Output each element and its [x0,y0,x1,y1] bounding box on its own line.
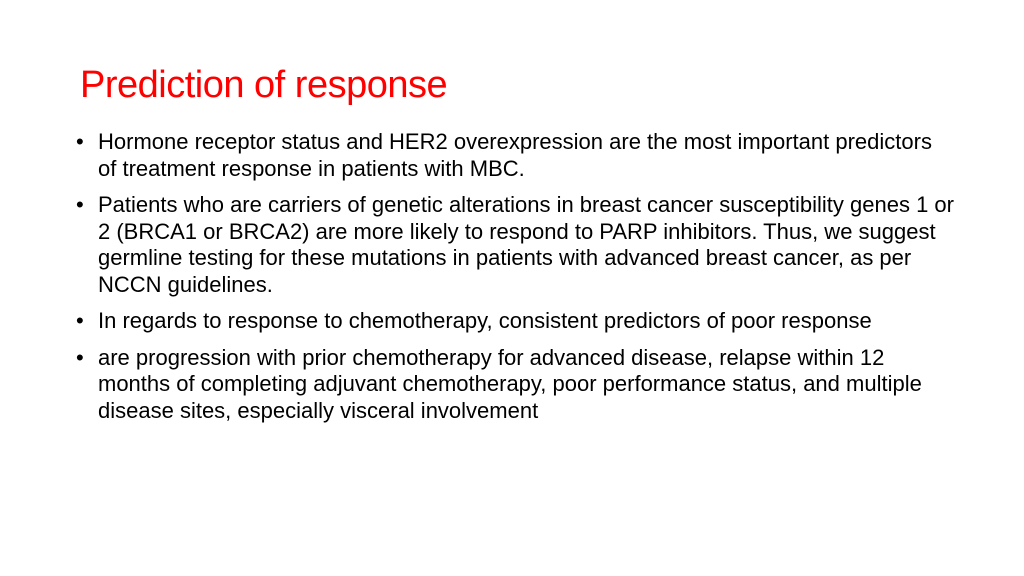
bullet-icon: • [76,344,84,370]
bullet-text: Patients who are carriers of genetic alterations in breast cancer susceptibility genes 1 or 2 (BRCA1 or BRCA2) are more likely to respond to PARP inhibitors. Thus, we suggest germline testing for these mutations in patients with advanced breast cancer, as per NCCN guidelines. [98,192,954,297]
bullet-list [76,129,956,434]
bullet-icon: • [76,308,84,333]
slide-title: Prediction of response [80,64,448,106]
bullet-item [76,345,956,425]
bullet-text: Hormone receptor status and HER2 overexpression are the most important predictors of treatment response in patients with MBC. [98,129,932,181]
bullet-text: In regards to response to chemotherapy, consistent predictors of poor response [98,308,872,333]
bullet-item [76,129,956,182]
bullet-icon: • [76,129,84,154]
bullet-text: are progression with prior chemotherapy for advanced disease, relapse within 12 months of completing adjuvant chemotherapy, poor performance status, and multiple disease sites, especially visceral involvement [98,344,922,423]
bullet-icon: • [76,192,84,217]
bullet-item [76,192,956,298]
bullet-item [76,308,956,335]
